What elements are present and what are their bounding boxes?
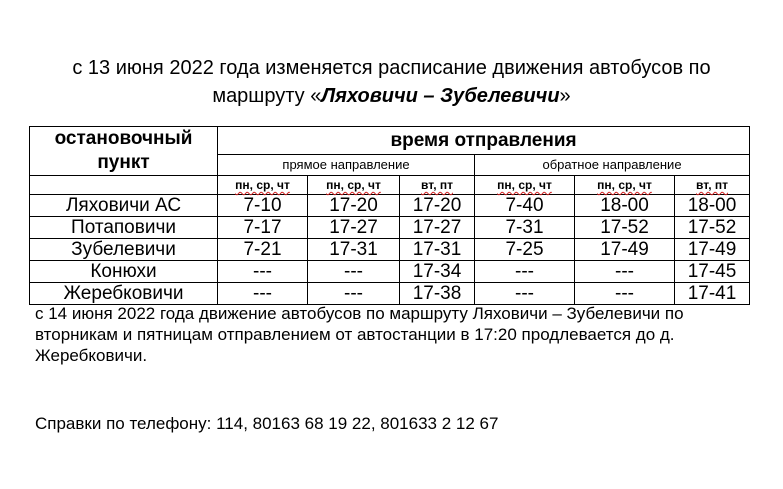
time-cell: 17-49 (675, 239, 750, 261)
stop-name: Зубелевичи (30, 239, 218, 261)
time-cell: 7-17 (218, 217, 308, 239)
table-row (30, 217, 750, 239)
stop-name: Потаповичи (30, 217, 218, 239)
time-cell: 7-31 (475, 217, 575, 239)
heading-line-2-suffix: » (559, 85, 571, 107)
time-cell: 17-52 (675, 217, 750, 239)
time-cell: 7-21 (218, 239, 308, 261)
route-extension-note: с 14 июня 2022 года движение автобусов по маршруту Ляховичи – Зубелевичи по вторникам и пятницам отправлением от автостанции в 17:20 продлевается до д. Жеребковичи. (35, 304, 684, 365)
days-backward-1: пн, ср, чт (475, 176, 575, 195)
time-cell: --- (218, 261, 308, 283)
time-cell: 17-27 (400, 217, 475, 239)
time-cell: 18-00 (575, 195, 675, 217)
contact-phones: Справки по телефону: 114, 80163 68 19 22, 801633 2 12 67 (35, 414, 499, 433)
time-cell: 7-10 (218, 195, 308, 217)
stop-name: Ляховичи АС (30, 195, 218, 217)
time-cell: --- (308, 283, 400, 305)
heading-line-1: с 13 июня 2022 года изменяется расписание движения автобусов по (72, 57, 711, 79)
time-cell: 17-45 (675, 261, 750, 283)
time-cell: 17-27 (308, 217, 400, 239)
time-cell: 17-31 (400, 239, 475, 261)
stop-column-header: остановочный пункт (30, 127, 218, 176)
time-cell: 18-00 (675, 195, 750, 217)
days-row-blank (30, 176, 218, 195)
forward-direction-header: прямое направление (218, 154, 475, 175)
time-cell: --- (475, 261, 575, 283)
days-forward-2: пн, ср, чт (308, 176, 400, 195)
days-forward-3: вт, пт (400, 176, 475, 195)
time-cell: --- (308, 261, 400, 283)
time-cell: --- (575, 283, 675, 305)
time-cell: 17-20 (400, 195, 475, 217)
time-cell: 7-40 (475, 195, 575, 217)
time-cell: --- (575, 261, 675, 283)
schedule-table (29, 126, 750, 305)
stop-name: Жеребковичи (30, 283, 218, 305)
time-cell: 7-25 (475, 239, 575, 261)
time-cell: 17-41 (675, 283, 750, 305)
announcement-heading (20, 54, 763, 110)
time-cell: 17-34 (400, 261, 475, 283)
table-row (30, 239, 750, 261)
time-cell: 17-20 (308, 195, 400, 217)
days-backward-2: пн, ср, чт (575, 176, 675, 195)
days-backward-3: вт, пт (675, 176, 750, 195)
time-cell: --- (218, 283, 308, 305)
time-cell: --- (475, 283, 575, 305)
departure-time-header: время отправления (218, 127, 750, 155)
backward-direction-header: обратное направление (475, 154, 750, 175)
time-cell: 17-52 (575, 217, 675, 239)
table-row (30, 195, 750, 217)
heading-line-2-prefix: маршруту « (212, 85, 322, 107)
time-cell: 17-38 (400, 283, 475, 305)
time-cell: 17-49 (575, 239, 675, 261)
heading-line-2 (20, 82, 763, 110)
days-forward-1: пн, ср, чт (218, 176, 308, 195)
stop-name: Конюхи (30, 261, 218, 283)
table-row (30, 283, 750, 305)
route-name: Ляховичи – Зубелевичи (321, 85, 560, 107)
time-cell: 17-31 (308, 239, 400, 261)
table-row (30, 261, 750, 283)
